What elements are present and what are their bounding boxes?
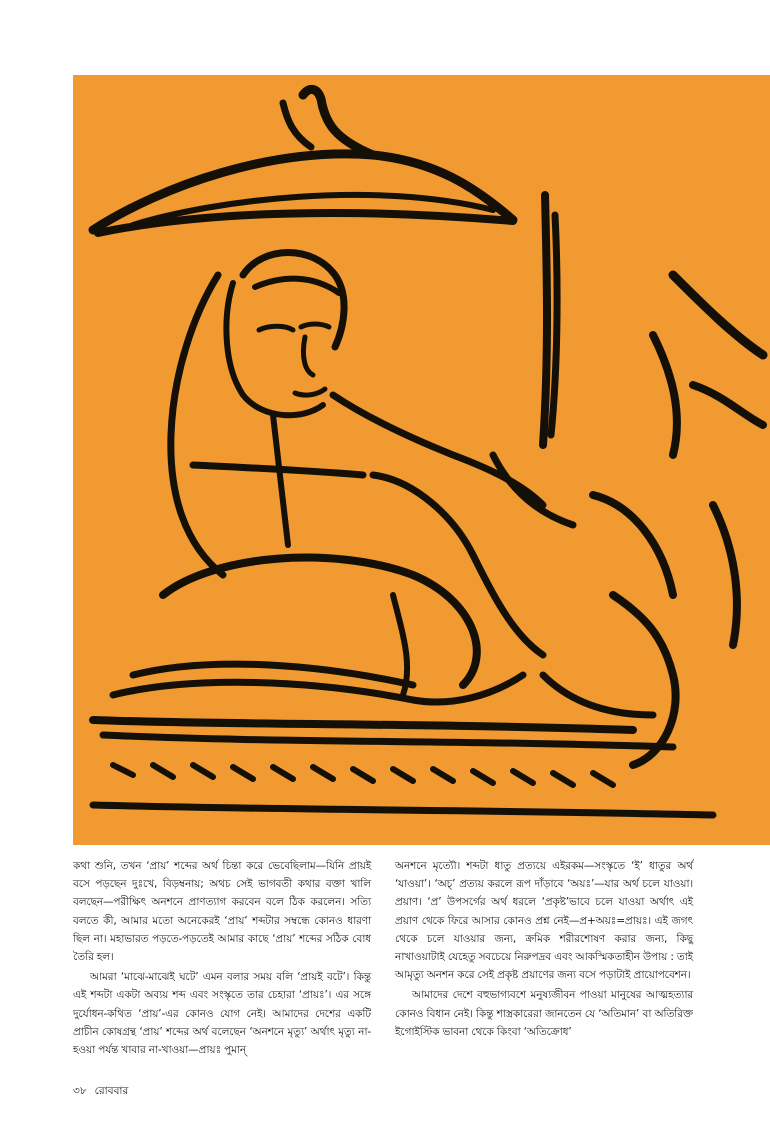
- page-footer: [73, 1084, 128, 1101]
- magazine-name: রোববার: [94, 1085, 129, 1097]
- page-number: ৩৮: [73, 1085, 87, 1097]
- article-body: [73, 857, 693, 1077]
- left-column: [73, 857, 371, 1077]
- ink-drawing: [73, 75, 770, 845]
- paragraph: কথা শুনি, তখন ‘প্রায়’ শব্দের অর্থ চিন্তা করে ভেবেছিলাম—যিনি প্রায়ই বসে পড়ছেন দুঃখে, বিড়ম্বনায়; অথচ সেই ভাগবতী কথার বক্তা খালি বলছেন—পরীক্ষিৎ অনশনে প্রাণত্যাগ করবেন বলে ঠিক করলেন। সত্যি বলতে কী, আমার মতো অনেকেরই ‘প্রায়’ শব্দটার সম্বন্ধে কোনও ধারণা ছিল না। মহাভারত পড়তে-পড়তেই আমার কাছে ‘প্রায়’ শব্দের সঠিক বোধ তৈরি হল।: [73, 860, 371, 964]
- right-column: [395, 857, 693, 1077]
- paragraph: আমাদের দেশে বহুভাগ্যবশে মনুষ্যজীবন পাওয়া মানুষের আত্মহত্যার কোনও বিধান নেই। কিন্তু শাস্ত্রকারেরা জানতেন যে ‘অতিমান’ বা অতিরিক্ত ইগোইস্টিক ভাবনা থেকে কিংবা ‘অতিক্রোধ’: [395, 989, 693, 1038]
- paragraph: আমরা ‘মাঝে-মাঝেই ঘটে’ এমন বলার সময় বলি ‘প্রায়ই বটে’। কিন্তু এই শব্দটা একটা অব্যয় শব্দ এবং সংস্কৃতে তার চেহারা ‘প্রায়ঃ’। এর সঙ্গে দুর্যোধন-কথিত ‘প্রায়’-এর কোনও যোগ নেই। আমাদের দেশের একটি প্রাচীন কোষগ্রন্থ ‘প্রায়’ শব্দের অর্থ বলেছেন ‘অনশনে মৃত্যু’ অর্থাৎ মৃত্যু না-হওয়া পর্যন্ত খাবার না-খাওয়া—প্রায়ঃ পুমান্: [73, 971, 371, 1057]
- paragraph: অনশনে মৃত্যৌ। শব্দটা ধাতু প্রত্যয়ে এইরকম—সংস্কৃতে ‘ই’ ধাতুর অর্থ ‘যাওয়া’। ‘অচ্’ প্রত্যয় করলে রূপ দাঁড়াবে ‘অয়ঃ’—যার অর্থ চলে যাওয়া। প্রয়াণ। ‘প্র’ উপসর্গের অর্থ ধরলে ‘প্রকৃষ্ট’ভাবে চলে যাওয়া অর্থাৎ এই প্রয়াণ থেকে ফিরে আসার কোনও প্রশ্ন নেই—প্র+অয়ঃ=প্রায়ঃ। এই জগৎ থেকে চলে যাওয়ার জন্য, ক্রমিক শরীরশোষণ করার জন্য, কিছু নাখাওয়াটাই যেহেতু সবচেয়ে নিরুপদ্রব এবং আকস্মিকতাহীন উপায় : তাই আমৃত্যু অনশন করে সেই প্রকৃষ্ট প্রয়াণের জন্য বসে পড়াটাই প্রায়োপবেশন।: [395, 860, 693, 982]
- illustration: [73, 75, 770, 845]
